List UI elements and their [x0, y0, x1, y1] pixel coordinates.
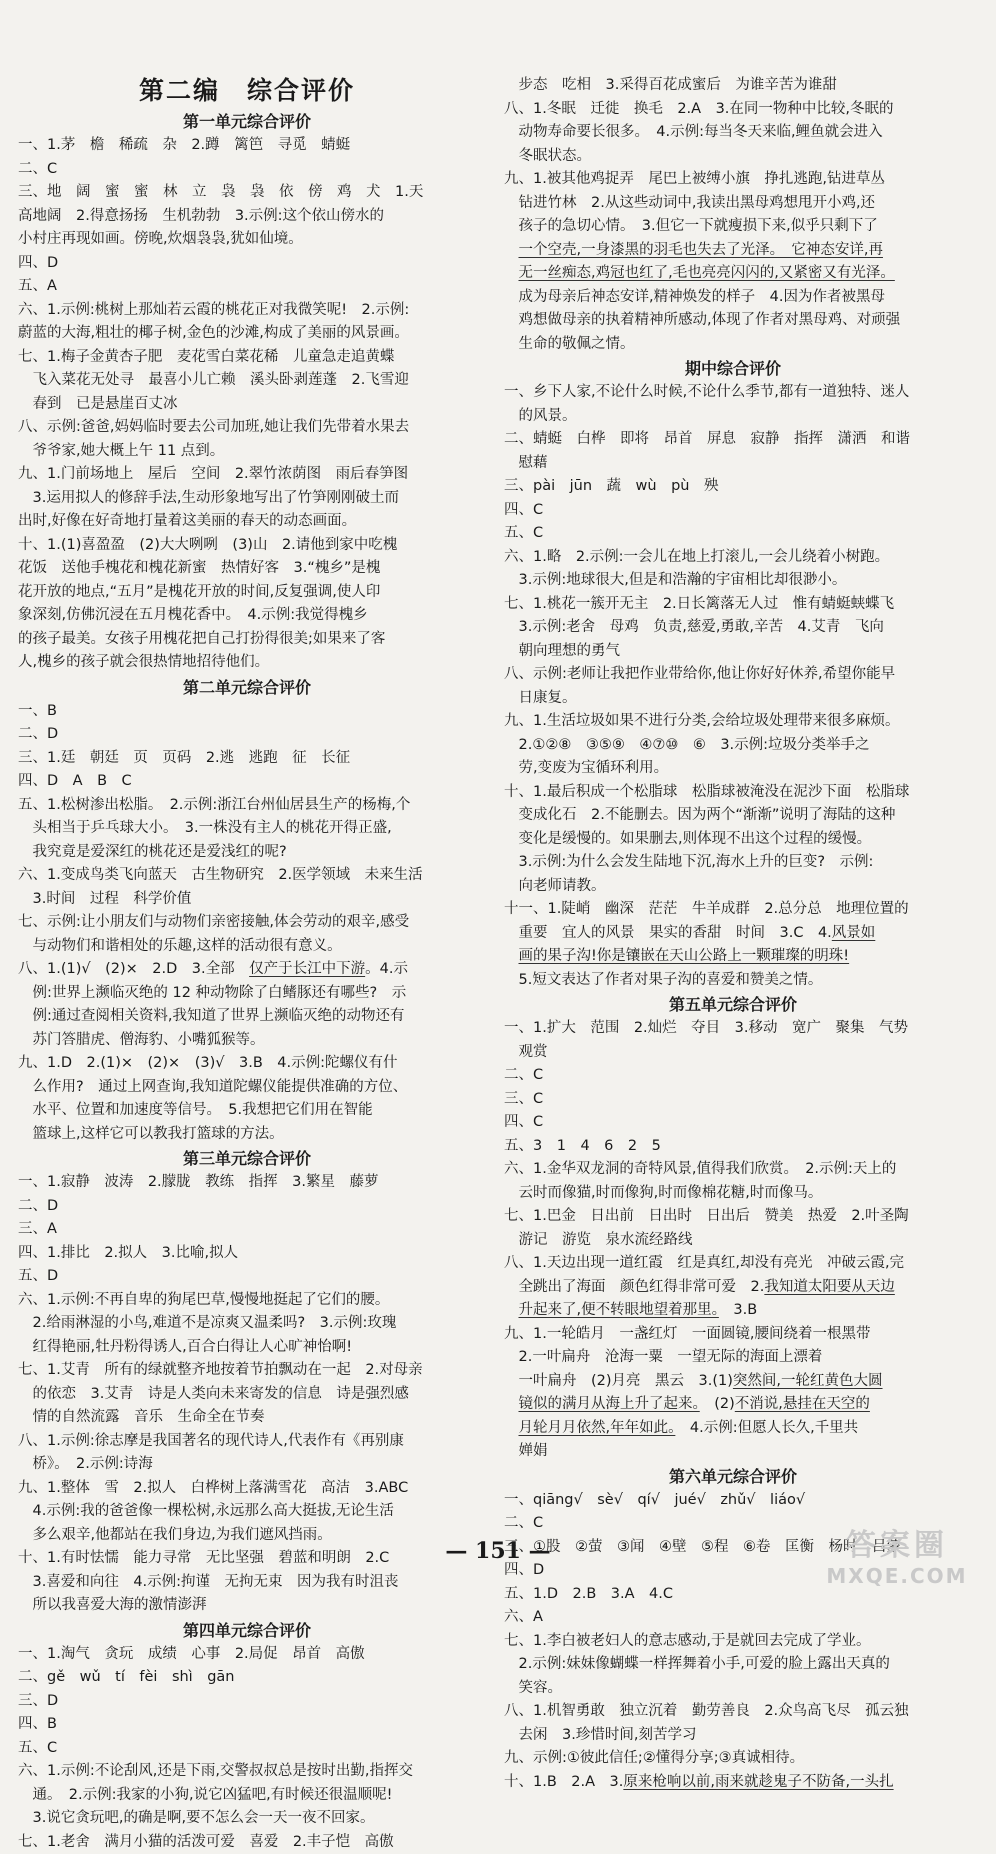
- answer-line: 三、1.廷 朝廷 页 页码 2.逃 逃跑 征 长征: [18, 747, 476, 771]
- answer-text: [504, 1396, 519, 1412]
- answer-line: 六、1.变成鸟类飞向蓝天 古生物研究 2.医学领域 未来生活: [18, 864, 476, 888]
- answer-line: 六、A: [504, 1606, 962, 1630]
- section-title: 第五单元综合评价: [504, 993, 962, 1016]
- answer-line: 九、1.一轮皓月 一盏红灯 一面圆镜,腰间绕着一根黑带: [504, 1323, 962, 1347]
- answer-line: 六、1.示例:桃树上那灿若云霞的桃花正对我微笑呢! 2.示例:: [18, 299, 476, 323]
- answer-line: 孩子的急切心情。 3.但它一下就瘦损下来,似乎只剩下了: [504, 215, 962, 239]
- underlined-answer: 升起来了,便不转眼地望着那里。: [519, 1302, 719, 1318]
- answer-line: 象深刻,仿佛沉浸在五月槐花香中。 4.示例:我觉得槐乡: [18, 604, 476, 628]
- answer-line: 云时而像猫,时而像狗,时而像棉花糖,时而像马。: [504, 1182, 962, 1206]
- answer-line: 二、蜻蜓 白桦 即将 昂首 屏息 寂静 指挥 潇洒 和谐: [504, 428, 962, 452]
- underlined-answer: 风景如: [832, 925, 876, 941]
- answer-line: 篮球上,这样它可以教我打篮球的方法。: [18, 1123, 476, 1147]
- answer-line: 七、1.巴金 日出前 日出时 日出后 赞美 热爱 2.叶圣陶: [504, 1205, 962, 1229]
- underlined-answer: 无一丝痴态,鸡冠也红了,毛也亮亮闪闪的,又紧密又有光泽。: [519, 265, 895, 281]
- answer-line: 日康复。: [504, 687, 962, 711]
- answer-line: [504, 1417, 962, 1441]
- answer-line: 七、1.桃花一簇开无主 2.日长篱落无人过 惟有蜻蜓蛱蝶飞: [504, 593, 962, 617]
- answer-line: 七、1.老舍 满月小猫的活泼可爱 喜爱 2.丰子恺 高傲: [18, 1831, 476, 1854]
- answer-line: 朝向理想的勇气: [504, 640, 962, 664]
- answer-line: 情的自然流露 音乐 生命全在节奏: [18, 1406, 476, 1430]
- answer-line: 冬眠状态。: [504, 145, 962, 169]
- answer-line: 水平、位置和加速度等信号。 5.我想把它们用在智能: [18, 1099, 476, 1123]
- answer-line: 钻进竹林 2.从这些动词中,我读出黑母鸡想甩开小鸡,还: [504, 192, 962, 216]
- answer-line: 八、1.示例:徐志摩是我国著名的现代诗人,代表作有《再别康: [18, 1430, 476, 1454]
- answer-line: 与动物们和谐相处的乐趣,这样的活动很有意义。: [18, 935, 476, 959]
- answer-line: 5.短文表达了作者对果子沟的喜爱和赞美之情。: [504, 969, 962, 993]
- answer-line: [504, 945, 962, 969]
- answer-line: 2.给雨淋湿的小鸟,难道不是凉爽又温柔吗? 3.示例:玫瑰: [18, 1312, 476, 1336]
- answer-line: 人,槐乡的孩子就会很热情地招待他们。: [18, 651, 476, 675]
- answer-line: 四、D: [504, 1559, 962, 1583]
- answer-line: 的依恋 3.艾青 诗是人类向未来寄发的信息 诗是强烈感: [18, 1383, 476, 1407]
- answer-line: 3.示例:为什么会发生陆地下沉,海水上升的巨变? 示例:: [504, 851, 962, 875]
- answer-line: 4.示例:我的爸爸像一棵松树,永远那么高大挺拔,无论生活: [18, 1500, 476, 1524]
- answer-line: 六、1.金华双龙洞的奇特风景,值得我们欣赏。 2.示例:天上的: [504, 1158, 962, 1182]
- answer-line: 十、1.(1)喜盈盈 (2)大大咧咧 (3)山 2.请他到家中吃槐: [18, 534, 476, 558]
- section-title: 第二单元综合评价: [18, 676, 476, 699]
- answer-line: 2.示例:妹妹像蝴蝶一样挥舞着小手,可爱的脸上露出天真的: [504, 1653, 962, 1677]
- answer-line: 三、地 阔 蜜 蜜 林 立 袅 袅 依 傍 鸡 犬 1.天: [18, 181, 476, 205]
- answer-line: 二、gě wǔ tí fèi shì gān: [18, 1666, 476, 1690]
- answer-line: 八、1.机智勇敢 独立沉着 勤劳善良 2.众鸟高飞尽 孤云独: [504, 1700, 962, 1724]
- answer-line: 例:世界上濒临灭绝的 12 种动物除了白鳍豚还有哪些? 示: [18, 982, 476, 1006]
- answer-line: 变化是缓慢的。如果删去,则体现不出这个过程的缓慢。: [504, 828, 962, 852]
- page-main-title: 第二编 综合评价: [18, 74, 476, 108]
- answer-line: 三、C: [504, 1088, 962, 1112]
- answer-line: 的孩子最美。女孩子用槐花把自己打扮得很美;如果来了客: [18, 628, 476, 652]
- answer-line: 鸡想做母亲的执着精神所感动,体现了作者对黑母鸡、对顽强: [504, 309, 962, 333]
- answer-text: 全跳出了海面 颜色红得非常可爱 2.: [504, 1279, 764, 1295]
- section-title: 期中综合评价: [504, 357, 962, 380]
- answer-line: 一、1.扩大 范围 2.灿烂 夺目 3.移动 宽广 聚集 气势: [504, 1017, 962, 1041]
- answer-line: [504, 1370, 962, 1394]
- answer-line: 出时,好像在好奇地打量着这美丽的春天的动态画面。: [18, 510, 476, 534]
- answer-line: 四、D A B C: [18, 770, 476, 794]
- answer-line: 二、C: [18, 158, 476, 182]
- answer-line: 向老师请教。: [504, 875, 962, 899]
- answer-line: 一、qiāng√ sè√ qí√ jué√ zhǔ√ liáo√: [504, 1489, 962, 1513]
- answer-line: 高地阔 2.得意扬扬 生机勃勃 3.示例:这个依山傍水的: [18, 205, 476, 229]
- answer-line: 一、1.茅 檐 稀疏 杂 2.蹲 篱笆 寻觅 蜻蜓: [18, 134, 476, 158]
- answer-line: 五、D: [18, 1265, 476, 1289]
- answer-line: 二、D: [18, 723, 476, 747]
- answer-text: 4.示例:但愿人长久,千里共: [675, 1420, 858, 1436]
- answer-line: 3.运用拟人的修辞手法,生动形象地写出了竹笋刚刚破土而: [18, 487, 476, 511]
- answer-line: 七、1.梅子金黄杏子肥 麦花雪白菜花稀 儿童急走追黄蝶: [18, 346, 476, 370]
- answer-line: 四、C: [504, 1111, 962, 1135]
- underlined-answer: 不消说,悬挂在天空的: [735, 1396, 870, 1412]
- underlined-answer: 我知道太阳要从天边: [764, 1279, 895, 1295]
- answer-line: 小村庄再现如画。傍晚,炊烟袅袅,犹如仙境。: [18, 228, 476, 252]
- answer-line: 三、D: [18, 1690, 476, 1714]
- answer-line: 九、1.被其他鸡捉弄 尾巴上被缚小旗 挣扎逃跑,钻进草丛: [504, 168, 962, 192]
- answer-line: 五、C: [18, 1737, 476, 1761]
- answer-line: 动物寿命要长很多。 4.示例:每当冬天来临,鲤鱼就会进入: [504, 121, 962, 145]
- underlined-answer: 一个空壳,一身漆黑的羽毛也失去了光泽。 它神态安详,再: [519, 242, 883, 258]
- answer-line: 五、A: [18, 275, 476, 299]
- answer-line: 通。 2.示例:我家的小狗,说它凶猛吧,有时候还很温顺呢!: [18, 1784, 476, 1808]
- answer-text: (2): [700, 1396, 735, 1412]
- answer-line: 四、B: [18, 1713, 476, 1737]
- answer-line: 八、示例:老师让我把作业带给你,他让你好好休养,希望你能早: [504, 663, 962, 687]
- answer-line: 3.时间 过程 科学价值: [18, 888, 476, 912]
- answer-line: 爷爷家,她大概上午 11 点到。: [18, 440, 476, 464]
- watermark-bottom-text: MXQE.COM: [812, 1564, 982, 1588]
- answer-line: 十、1.最后积成一个松脂球 松脂球被淹没在泥沙下面 松脂球: [504, 781, 962, 805]
- answer-line: 的风景。: [504, 405, 962, 429]
- answer-line: 五、3 1 4 6 2 5: [504, 1135, 962, 1159]
- answer-line: 3.喜爱和向往 4.示例:拘谨 无拘无束 因为我有时沮丧: [18, 1571, 476, 1595]
- answer-line: 二、D: [18, 1195, 476, 1219]
- answer-text: [504, 1420, 519, 1436]
- answer-line: 飞入菜花无处寻 最喜小儿亡赖 溪头卧剥莲蓬 2.飞雪迎: [18, 369, 476, 393]
- answer-line: 九、1.门前场地上 屋后 空间 2.翠竹浓荫图 雨后春笋图: [18, 463, 476, 487]
- answer-line: 七、1.李白被老妇人的意志感动,于是就回去完成了学业。: [504, 1630, 962, 1654]
- answer-line: 步态 吃相 3.采得百花成蜜后 为谁辛苦为谁甜: [504, 74, 962, 98]
- page-number: — 151 —: [0, 1538, 996, 1564]
- answer-line: 劳,变废为宝循环利用。: [504, 757, 962, 781]
- underlined-answer: 镜似的满月从海上升了起来。: [519, 1396, 700, 1412]
- answer-line: 四、C: [504, 499, 962, 523]
- answer-line: 五、C: [504, 522, 962, 546]
- section-title: 第六单元综合评价: [504, 1465, 962, 1488]
- answer-line: 慰藉: [504, 452, 962, 476]
- answer-line: 九、1.整体 雪 2.拟人 白桦树上落满雪花 高洁 3.ABC: [18, 1477, 476, 1501]
- answer-line: 四、D: [18, 252, 476, 276]
- answer-line: 春到 已是悬崖百丈冰: [18, 393, 476, 417]
- answer-line: 3.说它贪玩吧,的确是啊,要不怎么会一天一夜不回家。: [18, 1807, 476, 1831]
- answer-line: 十一、1.陡峭 幽深 茫茫 牛羊成群 2.总分总 地理位置的: [504, 898, 962, 922]
- answer-line: 九、1.生活垃圾如果不进行分类,会给垃圾处理带来很多麻烦。: [504, 710, 962, 734]
- answer-text: [504, 1302, 519, 1318]
- answer-line: 3.示例:老舍 母鸡 负责,慈爱,勇敢,辛苦 4.艾青 飞向: [504, 616, 962, 640]
- answer-line: 花饭 送他手槐花和槐花新蜜 热情好客 3.“槐乡”是槐: [18, 557, 476, 581]
- answer-line: 红得艳丽,牡丹粉得诱人,百合白得让人心旷神怡啊!: [18, 1336, 476, 1360]
- answer-line: 五、1.松树渗出松脂。 2.示例:浙江台州仙居县生产的杨梅,个: [18, 794, 476, 818]
- answer-line: 一、1.寂静 波涛 2.朦胧 教练 指挥 3.繁星 藤萝: [18, 1171, 476, 1195]
- answer-line: 一、1.淘气 贪玩 成绩 心事 2.局促 昂首 高傲: [18, 1643, 476, 1667]
- answer-line: 六、1.略 2.示例:一会儿在地上打滚儿,一会儿绕着小树跑。: [504, 546, 962, 570]
- answer-line: 六、1.示例:不论刮风,还是下雨,交警叔叔总是按时出勤,指挥交: [18, 1760, 476, 1784]
- answer-line: 桥》。 2.示例:诗海: [18, 1453, 476, 1477]
- answer-line: 七、示例:让小朋友们与动物们亲密接触,体会劳动的艰辛,感受: [18, 911, 476, 935]
- answer-line: 二、C: [504, 1512, 962, 1536]
- answer-line: 苏门答腊虎、僧海豹、小嘴狐猴等。: [18, 1029, 476, 1053]
- answer-line: [504, 239, 962, 263]
- underlined-answer: 月轮月月依然,年年如此。: [519, 1420, 676, 1436]
- answer-text: [504, 948, 519, 964]
- answer-line: 九、示例:①彼此信任;②懂得分享;③真诚相待。: [504, 1747, 962, 1771]
- answer-text: 重要 宜人的风景 果实的香甜 时间 3.C 4.: [504, 925, 832, 941]
- answer-line: 八、1.冬眠 迁徙 换毛 2.A 3.在同一物种中比较,冬眠的: [504, 98, 962, 122]
- answer-line: [504, 1276, 962, 1300]
- answer-text: 3.B: [719, 1302, 757, 1318]
- answer-line: 蔚蓝的大海,粗壮的椰子树,金色的沙滩,构成了美丽的风景画。: [18, 322, 476, 346]
- answer-line: 生命的敬佩之情。: [504, 333, 962, 357]
- underlined-answer: 原来枪响以前,雨来就趁鬼子不防备,一头扎: [623, 1774, 893, 1790]
- answer-line: 多么艰辛,他都站在我们身边,为我们遮风挡雨。: [18, 1524, 476, 1548]
- answer-line: [504, 1299, 962, 1323]
- underlined-answer: 画的果子沟!你是镶嵌在天山公路上一颗璀璨的明珠!: [519, 948, 850, 964]
- section-title: 第三单元综合评价: [18, 1147, 476, 1170]
- underlined-answer: 突然间,一轮红黄色大圆: [733, 1373, 883, 1389]
- answer-line: 成为母亲后神态安详,精神焕发的样子 4.因为作者被黑母: [504, 286, 962, 310]
- answer-line: 花开放的地点,“五月”是槐花开放的时间,反复强调,使人印: [18, 581, 476, 605]
- answer-line: 2.一叶扁舟 沧海一粟 一望无际的海面上漂着: [504, 1346, 962, 1370]
- answer-line: 七、1.艾青 所有的绿就整齐地按着节拍飘动在一起 2.对母亲: [18, 1359, 476, 1383]
- answer-line: 去闲 3.珍惜时间,刻苦学习: [504, 1724, 962, 1748]
- answer-text: [504, 265, 519, 281]
- answer-line: 三、pài jūn 蔬 wù pù 殃: [504, 475, 962, 499]
- left-column: [18, 70, 476, 1854]
- watermark-top-text: 答案圈: [812, 1520, 982, 1564]
- answer-line: 婵娟: [504, 1440, 962, 1464]
- answer-line: 十、1.有时怯懦 能力寻常 无比坚强 碧蓝和明朗 2.C: [18, 1547, 476, 1571]
- site-watermark-logo: [812, 1520, 982, 1586]
- answer-line: 么作用? 通过上网查询,我知道陀螺仪能提供准确的方位、: [18, 1076, 476, 1100]
- answer-line: 五、1.D 2.B 3.A 4.C: [504, 1583, 962, 1607]
- answer-line: 3.示例:地球很大,但是和浩瀚的宇宙相比却很渺小。: [504, 569, 962, 593]
- answer-text: 一叶扁舟 (2)月亮 黑云 3.(1): [504, 1373, 733, 1389]
- underlined-answer: 仅产于长江中下游: [249, 961, 365, 977]
- answer-text: 十、1.B 2.A 3.: [504, 1774, 623, 1790]
- answer-line: 九、1.D 2.(1)× (2)× (3)√ 3.B 4.示例:陀螺仪有什: [18, 1052, 476, 1076]
- section-title: 第四单元综合评价: [18, 1619, 476, 1642]
- answer-line: 变成化石 2.不能删去。因为两个“渐渐”说明了海陆的这种: [504, 804, 962, 828]
- answer-line: 四、1.排比 2.拟人 3.比喻,拟人: [18, 1242, 476, 1266]
- answer-text: [504, 242, 519, 258]
- answer-text: 八、1.(1)√ (2)× 2.D 3.全部: [18, 961, 249, 977]
- answer-line: 一、乡下人家,不论什么时候,不论什么季节,都有一道独特、迷人: [504, 381, 962, 405]
- section-title: 第一单元综合评价: [18, 110, 476, 133]
- answer-line: 观赏: [504, 1041, 962, 1065]
- answer-line: 二、C: [504, 1064, 962, 1088]
- answer-line: 一、B: [18, 700, 476, 724]
- answer-line: 所以我喜爱大海的激情澎湃: [18, 1594, 476, 1618]
- answer-line: 例:通过查阅相关资料,我知道了世界上濒临灭绝的动物还有: [18, 1005, 476, 1029]
- answer-line: 八、示例:爸爸,妈妈临时要去公司加班,她让我们先带着水果去: [18, 416, 476, 440]
- answer-line: 八、1.天边出现一道红霞 红是真红,却没有亮光 冲破云霞,完: [504, 1252, 962, 1276]
- answer-line: 三、①股 ②萤 ③闻 ④壁 ⑤程 ⑥卷 匡衡 杨时 吕蒙: [504, 1536, 962, 1560]
- answer-line: 头相当于乒乓球大小。 3.一株没有主人的桃花开得正盛,: [18, 817, 476, 841]
- answer-line: 我究竟是爱深红的桃花还是爱浅红的呢?: [18, 841, 476, 865]
- answer-line: 笑容。: [504, 1677, 962, 1701]
- answer-line: 游记 游览 泉水流经路线: [504, 1229, 962, 1253]
- answer-line: [504, 922, 962, 946]
- answer-line: [504, 262, 962, 286]
- answer-line: 三、A: [18, 1218, 476, 1242]
- answer-line: [504, 1393, 962, 1417]
- answer-line: 六、1.示例:不再自卑的狗尾巴草,慢慢地挺起了它们的腰。: [18, 1289, 476, 1313]
- answer-text: 。4.示: [365, 961, 408, 977]
- answer-line: [18, 958, 476, 982]
- answer-line: [504, 1771, 962, 1795]
- answer-line: 2.①②⑧ ③⑤⑨ ④⑦⑩ ⑥ 3.示例:垃圾分类举手之: [504, 734, 962, 758]
